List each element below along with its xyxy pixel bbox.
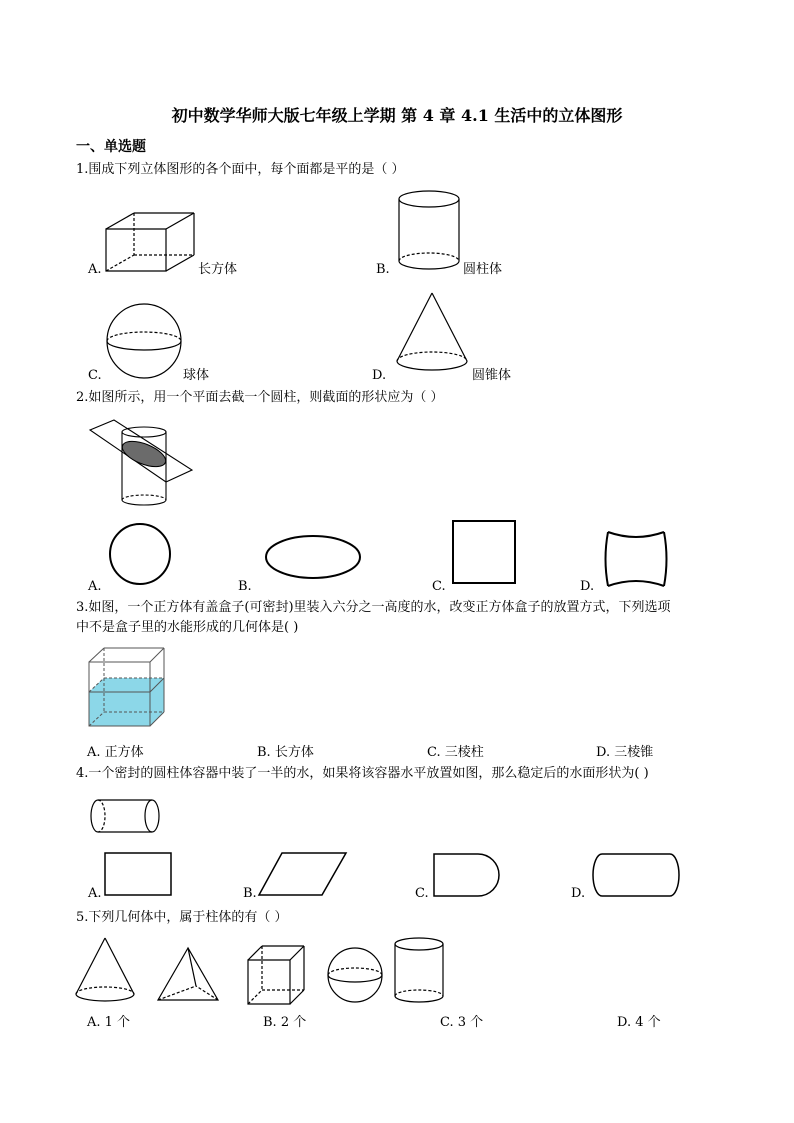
page-title: 初中数学华师大版七年级上学期 第 4 章 4.1 生活中的立体图形 <box>171 106 623 125</box>
q1-cuboid-figure <box>100 205 200 275</box>
q1-cylinder-figure <box>396 189 462 271</box>
q3-option-d: D. 三棱锥 <box>596 745 654 760</box>
q4-option-b-parallelogram <box>258 852 348 898</box>
q1-option-c-name: 球体 <box>183 368 210 383</box>
q4-option-c-d-shape <box>432 852 502 898</box>
q3-stem-line2: 中不是盒子里的水能形成的几何体是( ) <box>76 620 299 635</box>
q1-option-a-letter: A. <box>88 262 102 277</box>
q3-water-cube-figure <box>86 646 168 730</box>
q4-option-b: B. <box>243 886 257 901</box>
q5-option-d: D. 4 个 <box>617 1015 661 1030</box>
q3-option-b: B. 长方体 <box>257 745 314 760</box>
q2-option-b: B. <box>238 579 252 594</box>
q5-sphere-figure <box>326 946 384 1004</box>
q1-cone-figure <box>394 291 470 373</box>
q2-option-c-square <box>452 520 516 584</box>
q2-cylinder-cut-figure <box>88 418 194 510</box>
section-heading: 一、单选题 <box>76 139 146 155</box>
q3-option-c: C. 三棱柱 <box>427 745 484 760</box>
q2-option-a: A. <box>88 579 102 594</box>
q4-horizontal-cylinder-figure <box>88 797 162 835</box>
q2-stem: 2.如图所示，用一个平面去截一个圆柱，则截面的形状应为（ ） <box>76 390 444 405</box>
q4-option-c: C. <box>415 886 429 901</box>
q4-option-d-stadium <box>592 852 680 898</box>
q3-option-a: A. 正方体 <box>87 745 144 760</box>
q1-sphere-figure <box>104 302 184 380</box>
q1-option-d-letter: D. <box>372 368 387 383</box>
q5-option-c: C. 3 个 <box>440 1015 484 1030</box>
q1-option-c-letter: C. <box>88 368 102 383</box>
q5-cone-figure <box>74 936 136 1006</box>
q1-stem: 1.围成下列立体图形的各个面中，每个面都是平的是（ ） <box>76 162 405 177</box>
q4-option-a-rectangle <box>104 852 172 898</box>
q5-pyramid-figure <box>156 946 220 1002</box>
q1-option-b-letter: B. <box>376 262 390 277</box>
q2-option-d-barrel <box>602 528 670 590</box>
q4-option-a: A. <box>88 886 102 901</box>
q4-stem: 4.一个密封的圆柱体容器中装了一半的水，如果将该容器水平放置如图，那么稳定后的水面形状为( ) <box>76 766 649 781</box>
q2-option-d: D. <box>580 579 595 594</box>
q5-option-b: B. 2 个 <box>263 1015 307 1030</box>
q1-option-b-name: 圆柱体 <box>463 262 503 277</box>
q5-stem: 5.下列几何体中，属于柱体的有（ ） <box>76 910 288 925</box>
q2-option-b-ellipse <box>264 534 362 580</box>
q4-option-d: D. <box>571 886 586 901</box>
q5-cube-figure <box>246 944 306 1006</box>
q1-option-d-name: 圆锥体 <box>472 368 512 383</box>
q2-option-a-circle <box>108 522 172 586</box>
q5-cylinder-figure <box>392 936 446 1006</box>
q2-option-c: C. <box>432 579 446 594</box>
q5-option-a: A. 1 个 <box>87 1015 131 1030</box>
q3-stem-line1: 3.如图，一个正方体有盖盒子(可密封)里装入六分之一高度的水，改变正方体盒子的放置方式，下列选项 <box>76 600 671 615</box>
q1-option-a-name: 长方体 <box>198 262 238 277</box>
